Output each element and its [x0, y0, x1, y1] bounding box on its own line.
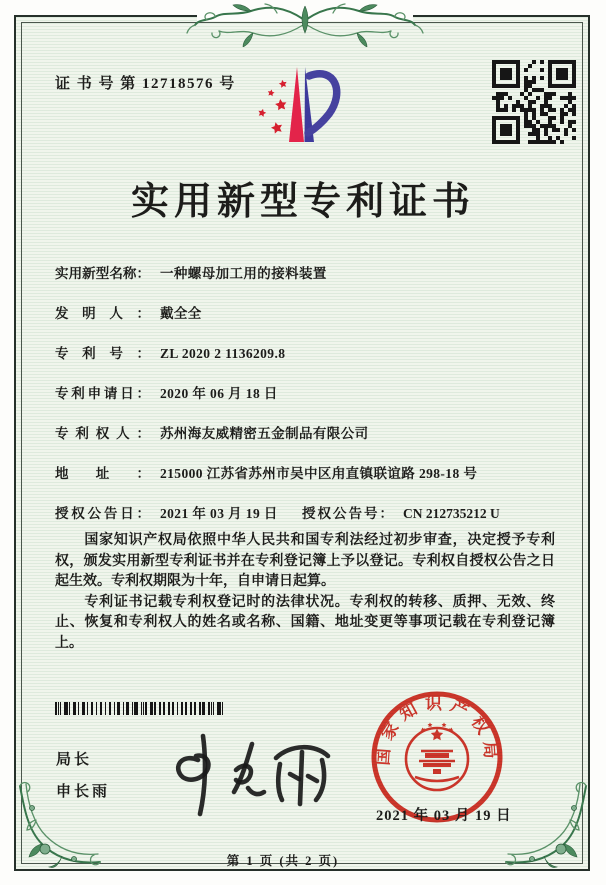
qr-code-icon [492, 60, 576, 144]
field-value: 215000 江苏省苏州市吴中区甪直镇联谊路 298-18 号 [160, 466, 478, 481]
field-row-address [55, 462, 560, 482]
field-label: 专利号： [55, 346, 150, 361]
certificate-title: 实用新型专利证书 [130, 181, 475, 223]
commissioner-title: 局长 [56, 751, 93, 768]
field-row-inventor [55, 302, 560, 322]
field-value: ZL 2020 2 1136209.8 [160, 346, 286, 361]
field-row-patentee [55, 422, 560, 442]
certificate-number: 证 书 号 第 12718576 号 [55, 76, 236, 92]
seal-text: 国家知识产权局 [373, 693, 501, 767]
cnipa-logo-icon [253, 64, 365, 152]
field-value: 2020 年 06 月 18 日 [160, 386, 278, 401]
field-value: 一种螺母加工用的接料装置 [160, 266, 327, 281]
legal-paragraph: 国家知识产权局依照中华人民共和国专利法经过初步审查，决定授予专利权，颁发实用新型专利证书并在专利登记簿上予以登记。专利权自授权公告之日起生效。专利权期限为十年，自申请日起算。 [55, 533, 555, 590]
field-label: 地址： [55, 466, 150, 481]
field-value: 苏州海友威精密五金制品有限公司 [160, 426, 369, 441]
field-grant-publication-number [302, 502, 500, 522]
field-label: 专利权人： [55, 426, 150, 441]
field-label: 授权公告日： [55, 506, 150, 521]
legal-statement-paragraphs [55, 531, 555, 655]
seal-date: 2021 年 03 月 19 日 [376, 808, 512, 824]
field-value: 戴全全 [160, 306, 202, 321]
legal-paragraph: 专利证书记载专利权登记时的法律状况。专利权的转移、质押、无效、终止、恢复和专利权人的姓名或名称、国籍、地址变更等事项记载在专利登记簿上。 [55, 594, 555, 651]
field-label: 专利申请日： [55, 386, 150, 401]
commissioner-name: 申长雨 [56, 783, 111, 800]
field-label: 实用新型名称： [55, 266, 150, 281]
field-value: CN 212735212 U [403, 506, 500, 521]
top-border-ornament-icon [185, 1, 425, 47]
field-value: 2021 年 03 月 19 日 [160, 506, 278, 521]
director-signature-icon [140, 730, 340, 820]
page-number-footer: 第 1 页 (共 2 页) [226, 854, 340, 868]
field-label: 发明人： [55, 306, 150, 321]
field-row-filing-date [55, 382, 560, 402]
field-row-grant-date [55, 502, 560, 522]
barcode-icon [55, 702, 225, 715]
field-row-patent-number [55, 342, 560, 362]
field-row-utility-model-name [55, 262, 560, 282]
national-emblem-icon [406, 722, 468, 790]
field-label: 授权公告号： [302, 506, 395, 521]
